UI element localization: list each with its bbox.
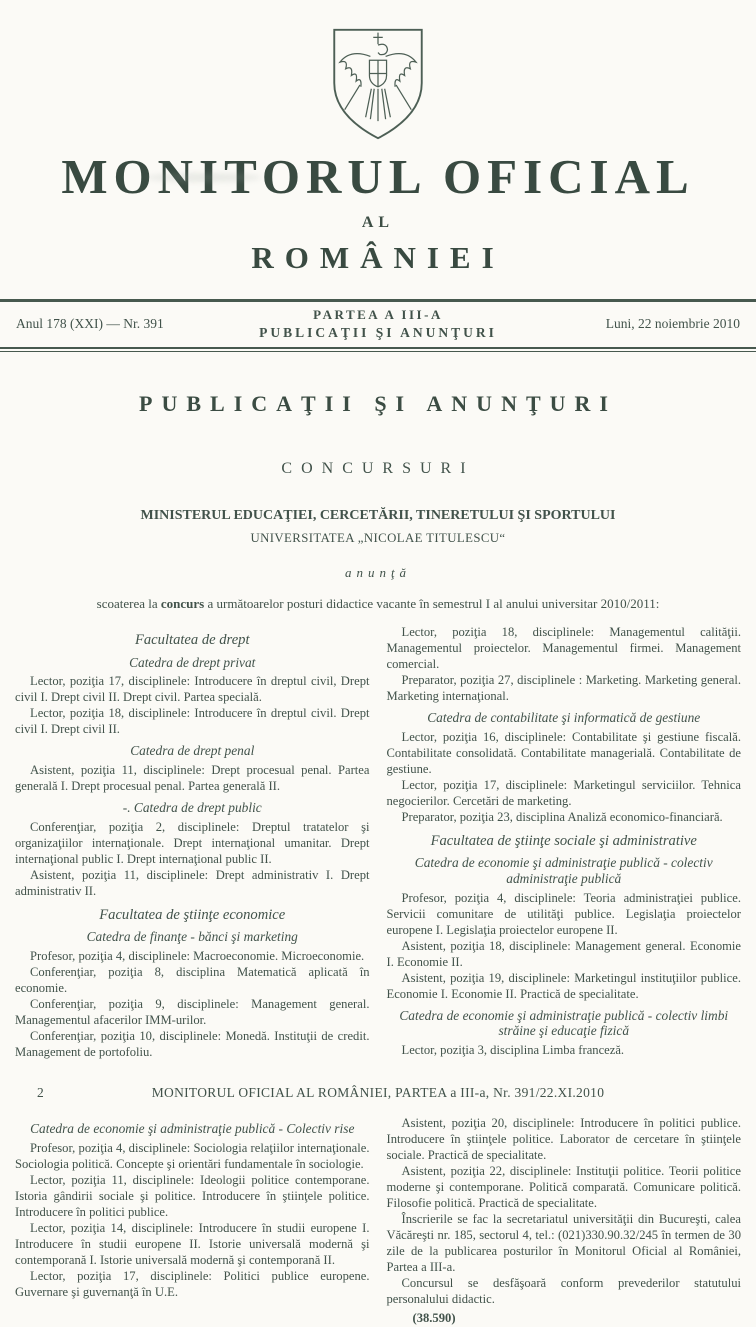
department-heading: Catedra de economie şi administraţie publică - colectiv limbi străine şi educaţie fizică	[399, 1007, 729, 1039]
position-paragraph: Profesor, poziţia 4, disciplinele: Teoria administraţiei publice. Servicii comunitare de utilităţi publice. Legislaţia proiectelor europene I. Legislaţia proiectelor europene II.	[386, 890, 741, 937]
intro-post: a următoarelor posturi didactice vacante în semestrul I al anului universitar 2010/2011:	[204, 596, 660, 611]
page2-left-column	[15, 1116, 370, 1327]
scan-smudge	[146, 173, 261, 182]
issue-bar	[0, 299, 756, 347]
position-paragraph: Conferenţiar, poziţia 9, disciplinele: Management general. Managementul afacerilor IMM-urilor.	[15, 997, 370, 1028]
position-paragraph: Asistent, poziţia 22, disciplinele: Instituţii politice. Teorii politice moderne şi contemporane. Politică comparată. Comunicare politică. Filosofie politică. Practică de specialitate.	[386, 1163, 741, 1210]
department-heading: Catedra de drept privat	[129, 654, 256, 670]
issue-number: Anul 178 (XXI) — Nr. 391	[16, 316, 164, 331]
announce-word: anunţă	[344, 565, 412, 580]
faculty-heading: Facultatea de ştiinţe sociale şi administrative	[430, 832, 697, 849]
university-heading: UNIVERSITATEA „NICOLAE TITULESCU“	[250, 531, 506, 545]
page1-right-column	[387, 625, 742, 1061]
masthead-al: AL	[361, 214, 395, 231]
position-paragraph: Asistent, poziţia 18, disciplinele: Management general. Economie I. Economie II.	[386, 938, 741, 969]
masthead-title: MONITORUL OFICIAL	[61, 149, 695, 204]
position-paragraph: Asistent, poziţia 19, disciplinele: Marketingul instituţiilor publice. Economie I. Economie II. Practică de specialitate.	[386, 970, 741, 1001]
faculty-heading: Facultatea de ştiinţe economice	[99, 906, 286, 923]
position-paragraph: Lector, poziţia 3, disciplina Limba franceză.	[401, 1043, 625, 1058]
section-title: PUBLICAŢII ŞI ANUNŢURI	[139, 391, 617, 416]
registration-number: (38.590)	[412, 1310, 456, 1325]
page2-columns	[0, 1116, 756, 1327]
intro-bold: concurs	[160, 596, 205, 611]
position-paragraph: Concursul se desfăşoară conform prevederilor statutului personalului didactic.	[386, 1275, 741, 1306]
page2-running-header	[0, 1085, 756, 1101]
position-paragraph: Lector, poziţia 17, disciplinele: Politici publice europene. Guvernare şi guvernanţă în U.E.	[15, 1268, 370, 1299]
issue-part-line2: PUBLICAŢII ŞI ANUNŢURI	[259, 325, 497, 340]
position-paragraph: Lector, poziţia 18, disciplinele: Managementul calităţii. Managementul proiectelor. Managementul firmei. Management comercial.	[386, 625, 741, 671]
position-paragraph: Preparator, poziţia 27, disciplinele : Marketing. Marketing general. Marketing internaţional.	[386, 672, 741, 703]
position-paragraph: Conferenţiar, poziţia 2, disciplinele: Dreptul tratatelor şi organizaţiilor internaţionale. Drept internaţional umanitar. Drept internaţional public I. Drept internaţional public II.	[15, 819, 370, 866]
department-heading: -. Catedra de drept public	[122, 800, 262, 816]
running-header-text: MONITORUL OFICIAL AL ROMÂNIEI, PARTEA a III-a, Nr. 391/22.XI.2010	[151, 1084, 605, 1100]
page-number: 2	[37, 1084, 44, 1100]
masthead-romaniei: ROMÂNIEI	[251, 240, 505, 275]
position-paragraph: Lector, poziţia 17, disciplinele: Introducere în dreptul civil, Drept civil I. Drept civil II. Drept civil. Partea specială.	[15, 674, 370, 705]
position-paragraph: Asistent, poziţia 20, disciplinele: Introducere în politici publice. Introducere în ştiinţele politice. Laborator de cercetare în ştiinţele sociale. Practică de specialitate.	[386, 1115, 741, 1162]
position-paragraph: Lector, poziţia 16, disciplinele: Contabilitate şi gestiune fiscală. Contabilitate consolidată. Contabilitate managerială. Contabilitate de gestiune.	[386, 729, 741, 776]
gazette-page	[0, 26, 756, 1327]
page1-left-column	[15, 625, 370, 1061]
issue-part-block	[211, 307, 545, 341]
position-paragraph: Lector, poziţia 11, disciplinele: Ideologii politice contemporane. Istoria gândirii sociale şi politice. Introducere în ştiinţele politice. Introducere în politici publice.	[15, 1172, 370, 1219]
subsection-title: CONCURSURI	[281, 460, 475, 477]
page2-right-column	[387, 1116, 742, 1327]
department-heading: Catedra de contabilitate şi informatică de gestiune	[427, 709, 701, 725]
issue-date: Luni, 22 noiembrie 2010	[605, 316, 740, 331]
coat-of-arms-icon	[325, 26, 431, 142]
department-heading: Catedra de economie şi administraţie publică - Colectiv rise	[30, 1120, 355, 1136]
position-paragraph: Lector, poziţia 18, disciplinele: Introducere în dreptul civil. Drept civil I. Drept civil II.	[15, 706, 370, 737]
intro-pre: scoaterea la	[96, 596, 161, 611]
intro-line	[0, 596, 756, 612]
position-paragraph: Preparator, poziţia 23, disciplina Analiză economico-financiară.	[401, 809, 723, 824]
position-paragraph: Profesor, poziţia 4, disciplinele: Macroeconomie. Microeconomie.	[30, 949, 365, 964]
issue-part-line1: PARTEA A III-A	[313, 307, 443, 322]
double-rule	[0, 347, 756, 352]
department-heading: Catedra de finanţe - bănci şi marketing	[86, 929, 298, 945]
position-paragraph: Asistent, poziţia 11, disciplinele: Drept administrativ I. Drept administrativ II.	[15, 867, 370, 898]
position-paragraph: Lector, poziţia 17, disciplinele: Marketingul serviciilor. Tehnica negocierilor. Cercetări de marketing.	[386, 777, 741, 808]
position-paragraph: Conferenţiar, poziţia 8, disciplina Matematică aplicată în economie.	[15, 965, 370, 996]
department-heading: Catedra de drept penal	[130, 743, 255, 759]
position-paragraph: Conferenţiar, poziţia 10, disciplinele: Monedă. Instituţii de credit. Management de portofoliu.	[15, 1029, 370, 1059]
page1-columns	[0, 625, 756, 1061]
faculty-heading: Facultatea de drept	[134, 632, 250, 648]
position-paragraph: Înscrierile se fac la secretariatul universităţii din Bucureşti, calea Văcăreşti nr. 185, sectorul 4, tel.: (021)330.90.32/245 în termen de 30 zile de la publicarea posturilor în Monitorul Oficial al României, Partea a III-a.	[386, 1211, 741, 1274]
position-paragraph: Profesor, poziţia 4, disciplinele: Sociologia relaţiilor internaţionale. Sociologia politică. Concepte şi orientări fundamentale în sociologie.	[15, 1140, 370, 1171]
position-paragraph: Asistent, poziţia 11, disciplinele: Drept procesual penal. Partea generală I. Drept procesual penal. Partea generală II.	[15, 763, 370, 794]
position-paragraph: Lector, poziţia 14, disciplinele: Introducere în studii europene I. Introducere în studii europene II. Istorie universală modernă şi contemporană I. Istorie universală modernă şi contemporană II.	[15, 1220, 370, 1267]
department-heading: Catedra de economie şi administraţie publică - colectiv administraţie publică	[414, 855, 713, 886]
ministry-heading: MINISTERUL EDUCAŢIEI, CERCETĂRII, TINERETULUI ŞI SPORTULUI	[140, 508, 616, 523]
